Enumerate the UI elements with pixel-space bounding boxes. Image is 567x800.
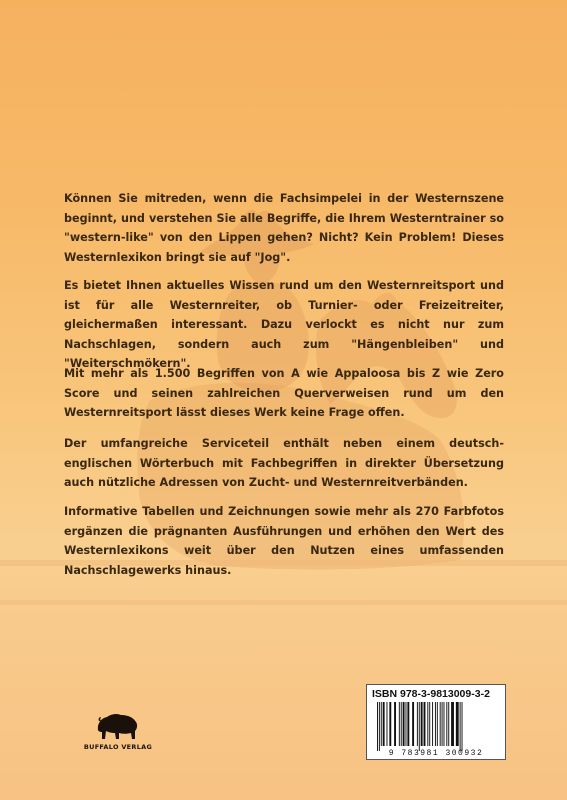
barcode-bar [377, 702, 378, 751]
barcode-bar [462, 702, 463, 751]
isbn-label: ISBN 978-3-9813009-3-2 [372, 688, 490, 700]
barcode-bar [389, 702, 391, 746]
barcode-bar [383, 702, 385, 746]
barcode-bar [419, 702, 420, 751]
barcode-bar [437, 702, 438, 746]
barcode-bar [451, 702, 454, 746]
blurb-paragraph-1: Können Sie mitreden, wenn die Fachsimpelei in der Westernszene beginnt, und verstehen Sie alle Begriffe, die Ihrem Westerntrainer so "western-like" von den Lippen gehen? Nicht? Kein Problem! Dieses Westernlexikon bringt sie auf "Jog". [64, 192, 504, 264]
barcode-bar [427, 702, 428, 746]
barcode-bar [448, 702, 449, 746]
barcode-bar [435, 702, 436, 746]
barcode-bar [403, 702, 405, 746]
barcode-bar [381, 702, 382, 746]
blurb-paragraph-2: Es bietet Ihnen aktuelles Wissen rund um den Westernreitsport und ist für alle Westernreiter, ob Turnier- oder Freizeitreiter, gleichermaßen interessant. Dazu verlockt es nicht nur zum Nachschlagen, sondern auch zum "Hängenbleiben" und "Weiterschmökern". [64, 279, 504, 371]
blurb-paragraph-3: Mit mehr als 1.500 Begriffen von A wie Appaloosa bis Z wie Zero Score und seinen zahlreichen Querverweisen rund um den Westernreitsport lässt dieses Werk keine Frage offen. [64, 367, 504, 420]
barcode-bar [407, 702, 409, 746]
barcode-bar [444, 702, 445, 746]
barcode-bar [424, 702, 426, 746]
barcode-bar [432, 702, 433, 746]
barcode-bars [367, 685, 505, 759]
blurb-paragraph-5: Informative Tabellen und Zeichnungen sowie mehr als 270 Farbfotos ergänzen die prägnanten Ausführungen und erhöhen den Wert des Westernlexikons weit über den Nutzen eines umfassenden Nachschlagewerks hinaus. [64, 505, 504, 577]
barcode-bar [394, 702, 396, 746]
barcode-bar [412, 702, 414, 746]
barcode-bar [446, 702, 447, 746]
blurb-paragraph-4: Der umfangreiche Serviceteil enthält neben einem deutsch-englischen Wörterbuch mit Fachbegriffen in direkter Übersetzung auch nützliche Adressen von Zucht- und Westernreitverbänden. [64, 437, 504, 490]
publisher-logo [78, 712, 158, 751]
isbn-barcode [366, 684, 506, 760]
barcode-bar [456, 702, 459, 746]
barcode-bar [460, 702, 461, 751]
barcode-bar [417, 702, 418, 746]
barcode-bar [421, 702, 423, 746]
barcode-bar [429, 702, 430, 746]
barcode-digits: 9 783981 300932 [388, 749, 484, 758]
barcode-bar [379, 702, 380, 751]
bison-icon [95, 712, 141, 742]
barcode-bar [399, 702, 400, 746]
barcode-bar [440, 702, 441, 746]
barcode-bar [442, 702, 443, 746]
barcode-bar [387, 702, 388, 746]
barcode-bar [401, 702, 402, 746]
publisher-name: BUFFALO VERLAG [83, 743, 153, 751]
barcode-bar [406, 702, 407, 746]
